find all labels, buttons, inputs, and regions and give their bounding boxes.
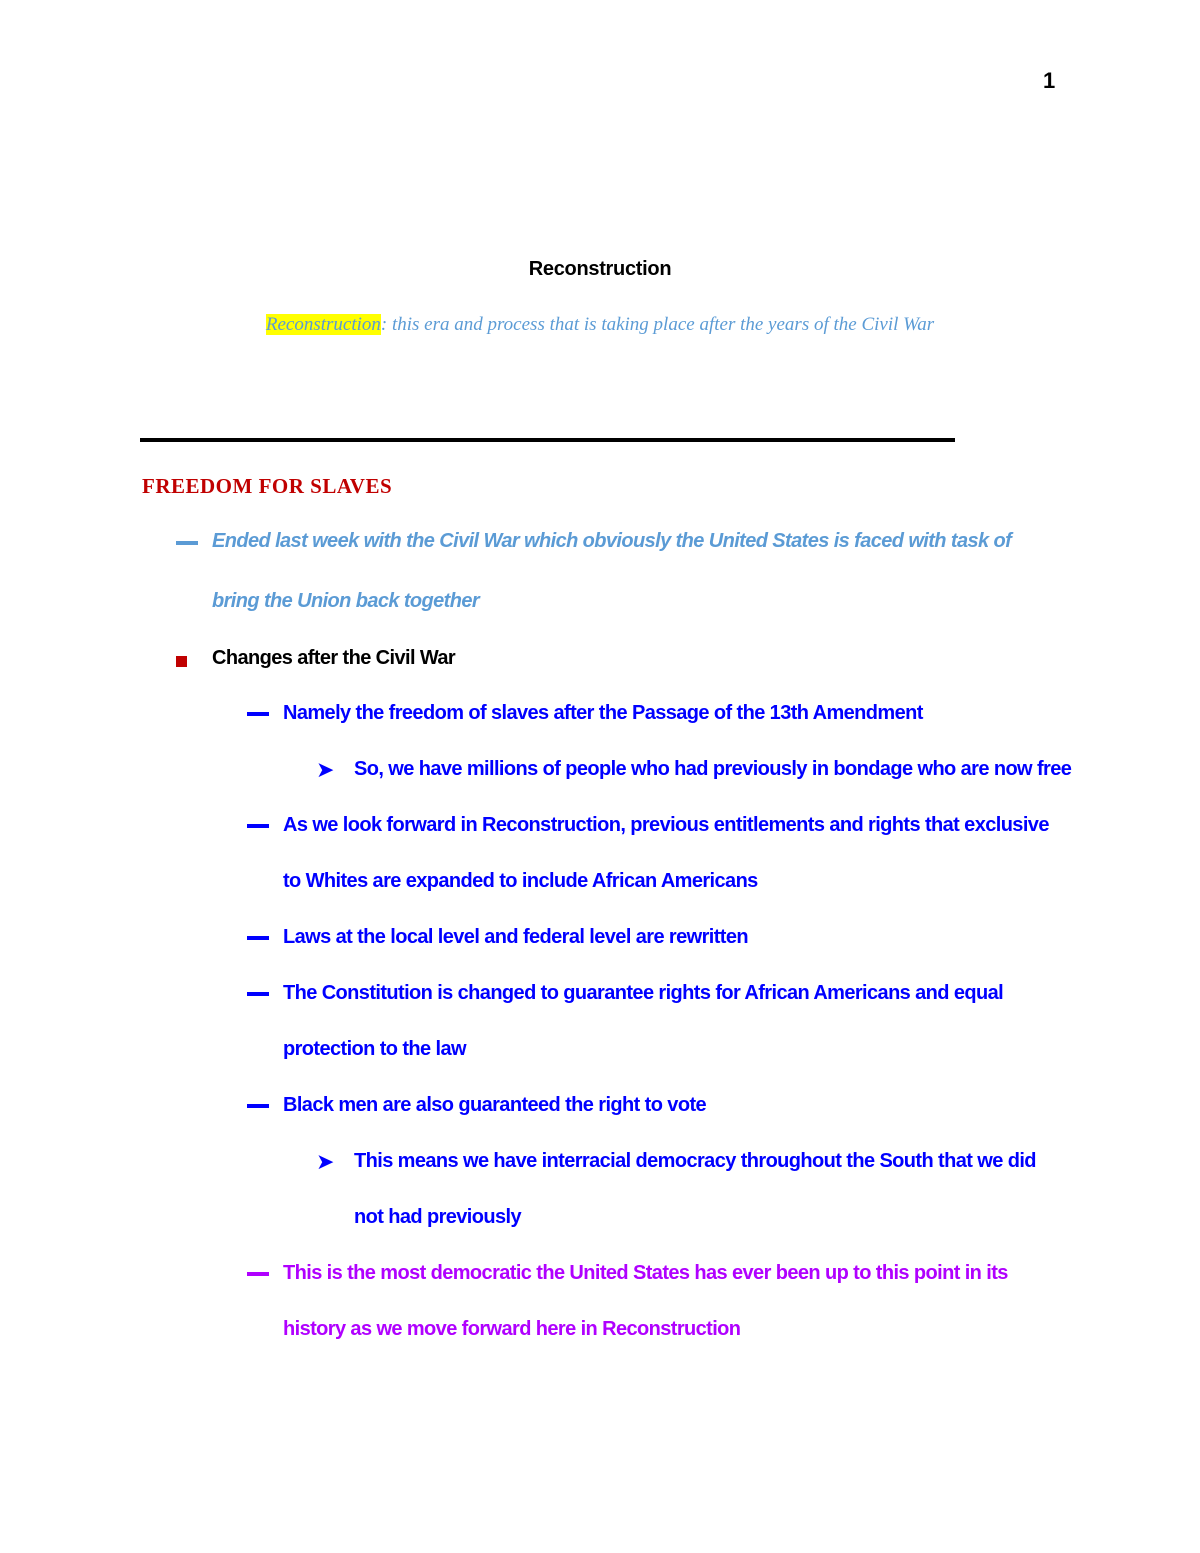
list-item-namely: Namely the freedom of slaves after the Passage of the 13th Amendment [283, 702, 923, 724]
list-item-interracial-cont: not had previously [354, 1206, 522, 1228]
list-item-laws: Laws at the local level and federal level are rewritten [283, 926, 748, 948]
dash-bullet-icon [247, 1104, 269, 1108]
list-item-democratic-cont: history as we move forward here in Reconstruction [283, 1318, 741, 1340]
list-item-changes: Changes after the Civil War [212, 647, 456, 669]
list-item-constitution-cont: protection to the law [283, 1038, 466, 1060]
section-heading: FREEDOM FOR SLAVES [142, 474, 393, 498]
list-item-constitution: The Constitution is changed to guarantee rights for African Americans and equal [283, 982, 1004, 1004]
list-item-intro: Ended last week with the Civil War which obviously the United States is faced with task of [212, 530, 1012, 552]
list-item-democratic: This is the most democratic the United States has ever been up to this point in its [283, 1262, 1008, 1284]
dash-bullet-icon [247, 992, 269, 996]
definition-line [0, 314, 1200, 336]
list-item-interracial: This means we have interracial democracy throughout the South that we did [354, 1150, 1036, 1172]
list-item-look-forward-cont: to Whites are expanded to include African Americans [283, 870, 758, 892]
arrow-bullet-icon: ➤ [316, 757, 335, 782]
arrow-bullet-icon: ➤ [316, 1149, 335, 1174]
square-bullet-icon [176, 656, 187, 667]
list-item-intro-cont: bring the Union back together [212, 590, 480, 612]
dash-bullet-icon [247, 936, 269, 940]
page-number: 1 [1043, 68, 1056, 93]
dash-bullet-icon [247, 1272, 269, 1276]
dash-bullet-icon [176, 541, 198, 545]
highlighted-term: Reconstruction [265, 314, 381, 335]
list-item-vote: Black men are also guaranteed the right to vote [283, 1094, 707, 1116]
list-item-look-forward: As we look forward in Reconstruction, previous entitlements and rights that exclusive [283, 814, 1049, 836]
horizontal-divider [140, 438, 955, 442]
dash-bullet-icon [247, 712, 269, 716]
definition-text: : this era and process that is taking place after the years of the Civil War [380, 314, 935, 335]
list-item-millions: So, we have millions of people who had previously in bondage who are now free [354, 758, 1072, 780]
document-title: Reconstruction [528, 258, 672, 280]
dash-bullet-icon [247, 824, 269, 828]
